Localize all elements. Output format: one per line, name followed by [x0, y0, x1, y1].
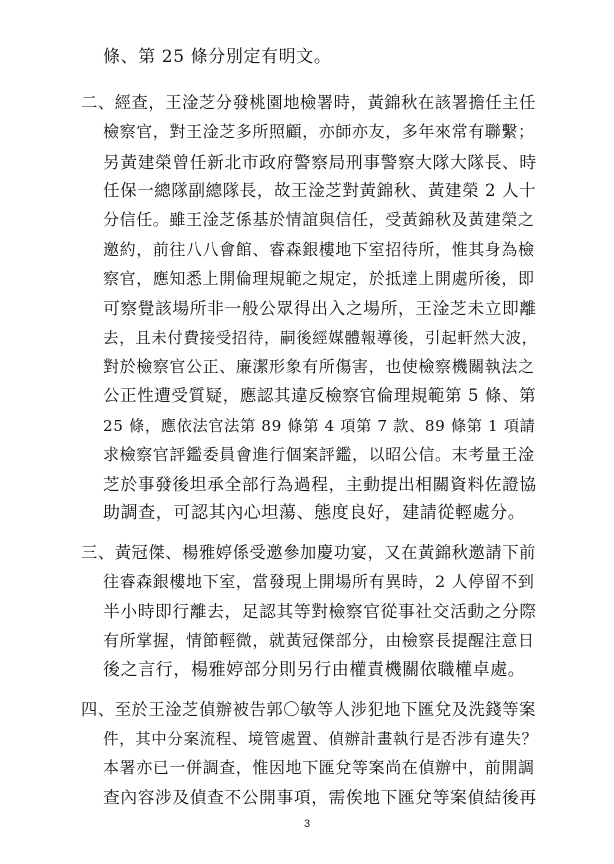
page-number: 3: [303, 818, 311, 830]
section-3-line: 半小時即行離去，足認其等對檢察官從事社交活動之分際: [103, 601, 537, 621]
section-4-line: 查內容涉及偵查不公開事項，需俟地下匯兌等案偵結後再: [103, 787, 537, 807]
section-2-line: 經查，王淦芝分發桃園地檢署時，黃錦秋在該署擔任主任: [114, 93, 536, 112]
section-2-line: 任保一總隊副總隊長，故王淦芝對黃錦秋、黃建榮 2 人十: [103, 181, 537, 200]
section-4-line: 至於王淦芝偵辦被告郭〇敏等人涉犯地下匯兌及洗錢等案: [114, 700, 536, 719]
section-2-line: 檢察官，對王淦芝多所照顧，亦師亦友，多年來常有聯繫；: [103, 122, 535, 141]
section-2-line: 25 條，應依法官法第 89 條第 4 項第 7 款、89 條第 1 項請: [103, 417, 536, 435]
section-3-line: 黃冠傑、楊雅婷係受邀參加慶功宴，又在黃錦秋邀請下前: [114, 543, 536, 562]
intro-line: 條、第 25 條分別定有明文。: [103, 47, 332, 67]
section-2-line: 可察覺該場所非一般公眾得出入之場所，王淦芝未立即離: [103, 298, 537, 318]
section-4-first-line: [81, 700, 536, 720]
section-4-marker: 四、: [81, 700, 115, 719]
section-2-first-line: [81, 93, 536, 113]
section-3-line: 後之言行，楊雅婷部分則另行由權責機關依職權卓處。: [103, 660, 526, 680]
section-2-line: 另黃建榮曾任新北市政府警察局刑事警察大隊大隊長、時: [103, 152, 537, 172]
section-2-line: 邀約，前往八八會館、睿森銀樓地下室招待所，惟其身為檢: [103, 240, 535, 259]
section-3-line: 往睿森銀樓地下室，當發現上開場所有異時，2 人停留不到: [103, 572, 535, 591]
section-2-line: 分信任。雖王淦芝係基於情誼與信任，受黃錦秋及黃建榮之: [103, 210, 535, 229]
section-2-marker: 二、: [81, 93, 115, 112]
section-2-line: 求檢察官評鑑委員會進行個案評鑑，以昭公信。末考量王淦: [103, 445, 535, 464]
section-3-marker: 三、: [81, 543, 115, 562]
section-2-line: 公正性遭受質疑，應認其違反檢察官倫理規範第 5 條、第: [103, 386, 537, 405]
section-4-line: 件，其中分案流程、境管處置、偵辦計畫執行是否涉有違失？: [103, 730, 538, 748]
section-4-line: 本署亦已一併調查，惟因地下匯兌等案尚在偵辦中，前開調: [103, 758, 535, 777]
section-3-line: 有所掌握，情節輕微，就黃冠傑部分，由檢察長提醒注意日: [103, 631, 535, 650]
section-2-line: 助調查，可認其內心坦蕩、態度良好，建請從輕處分。: [103, 503, 526, 523]
section-2-line: 對於檢察官公正、廉潔形象有所傷害，也使檢察機關執法之: [103, 357, 535, 376]
section-2-line: 芝於事發後坦承全部行為過程，主動提出相關資料佐證協: [103, 474, 537, 494]
section-2-line: 察官，應知悉上開倫理規範之規定，於抵達上開處所後，即: [103, 269, 535, 288]
section-3-first-line: [81, 543, 536, 563]
section-2-line: 去，且未付費接受招待，嗣後經媒體報導後，引起軒然大波，: [103, 329, 538, 347]
